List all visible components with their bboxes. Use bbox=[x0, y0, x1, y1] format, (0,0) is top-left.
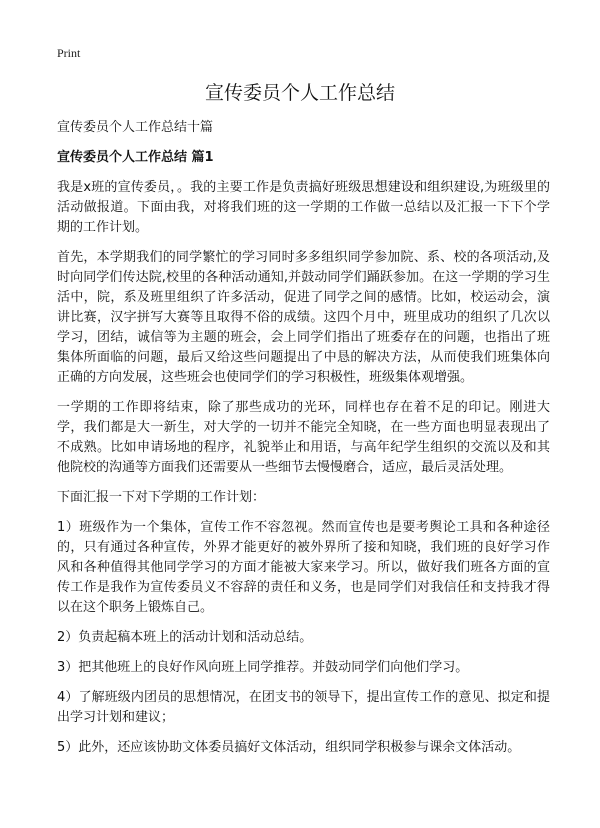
page-title: 宣传委员个人工作总结 bbox=[204, 82, 395, 104]
plan-item-4: 4）了解班级内团员的思想情况，在团支书的领导下，提出宣传工作的意见、拟定和提出学习计划和建议； bbox=[57, 690, 550, 725]
paragraph-plan-intro: 下面汇报一下对下学期的工作计划： bbox=[57, 490, 266, 505]
document-body bbox=[57, 118, 550, 768]
section-heading: 宣传委员个人工作总结 篇1 bbox=[57, 150, 214, 165]
paragraph-intro: 我是x班的宣传委员，。我的主要工作是负责搞好班级思想建设和组织建设,为班级里的活动做报道。下面由我，对将我们班的这一学期的工作做一总结以及汇报一下下个学期的工作计划。 bbox=[57, 180, 550, 235]
paragraph-shortcomings: 一学期的工作即将结束，除了那些成功的光环，同样也存在着不足的印记。刚进大学，我们都是大一新生，对大学的一切并不能完全知晓，在一些方面也明显表现出了不成熟。比如申请场地的程序，礼貌举止和用语，与高年纪学生组织的交流以及和其他院校的沟通等方面我们还需要从一些细节去慢慢磨合，适应，最后灵活处理。 bbox=[57, 400, 550, 475]
document-subtitle: 宣传委员个人工作总结十篇 bbox=[57, 120, 214, 135]
plan-item-5: 5）此外，还应该协助文体委员搞好文体活动，组织同学积极参与课余文体活动。 bbox=[57, 740, 521, 755]
plan-item-1: 1）班级作为一个集体，宣传工作不容忽视。然而宣传也是要考舆论工具和各种途径的，只有通过各种宣传，外界才能更好的被外界所了接和知晓，我们班的良好学习作风和各种值得其他同学学习的方面才能被大家来学习。所以，做好我们班各方面的宣传工作是我作为宣传委员义不容辞的责任和义务，也是同学们对我信任和支持我才得以在这个职务上锻炼自己。 bbox=[57, 520, 550, 615]
print-link[interactable]: Print bbox=[57, 46, 81, 60]
paragraph-activities: 首先，本学期我们的同学繁忙的学习同时多多组织同学参加院、系、校的各项活动,及时向同学们传达院,校里的各种活动通知,并鼓动同学们踊跃参加。在这一学期的学习生活中，院，系及班里组织了许多活动，促进了同学之间的感情。比如，校运动会，演讲比赛，汉字拼写大赛等且取得不俗的成绩。这四个月中，班里成功的组织了几次以学习，团结，诚信等为主题的班会，会上同学们指出了班委存在的问题，也指出了班集体所面临的问题，最后又给这些问题提出了中恳的解决方法，从而使我们班集体向正确的方向发展，这些班会也使同学们的学习积极性，班级集体观增强。 bbox=[57, 250, 550, 385]
plan-item-2: 2）负责起稿本班上的活动计划和活动总结。 bbox=[57, 630, 313, 645]
plan-item-3: 3）把其他班上的良好作风向班上同学推荐。并鼓动同学们向他们学习。 bbox=[57, 660, 469, 675]
